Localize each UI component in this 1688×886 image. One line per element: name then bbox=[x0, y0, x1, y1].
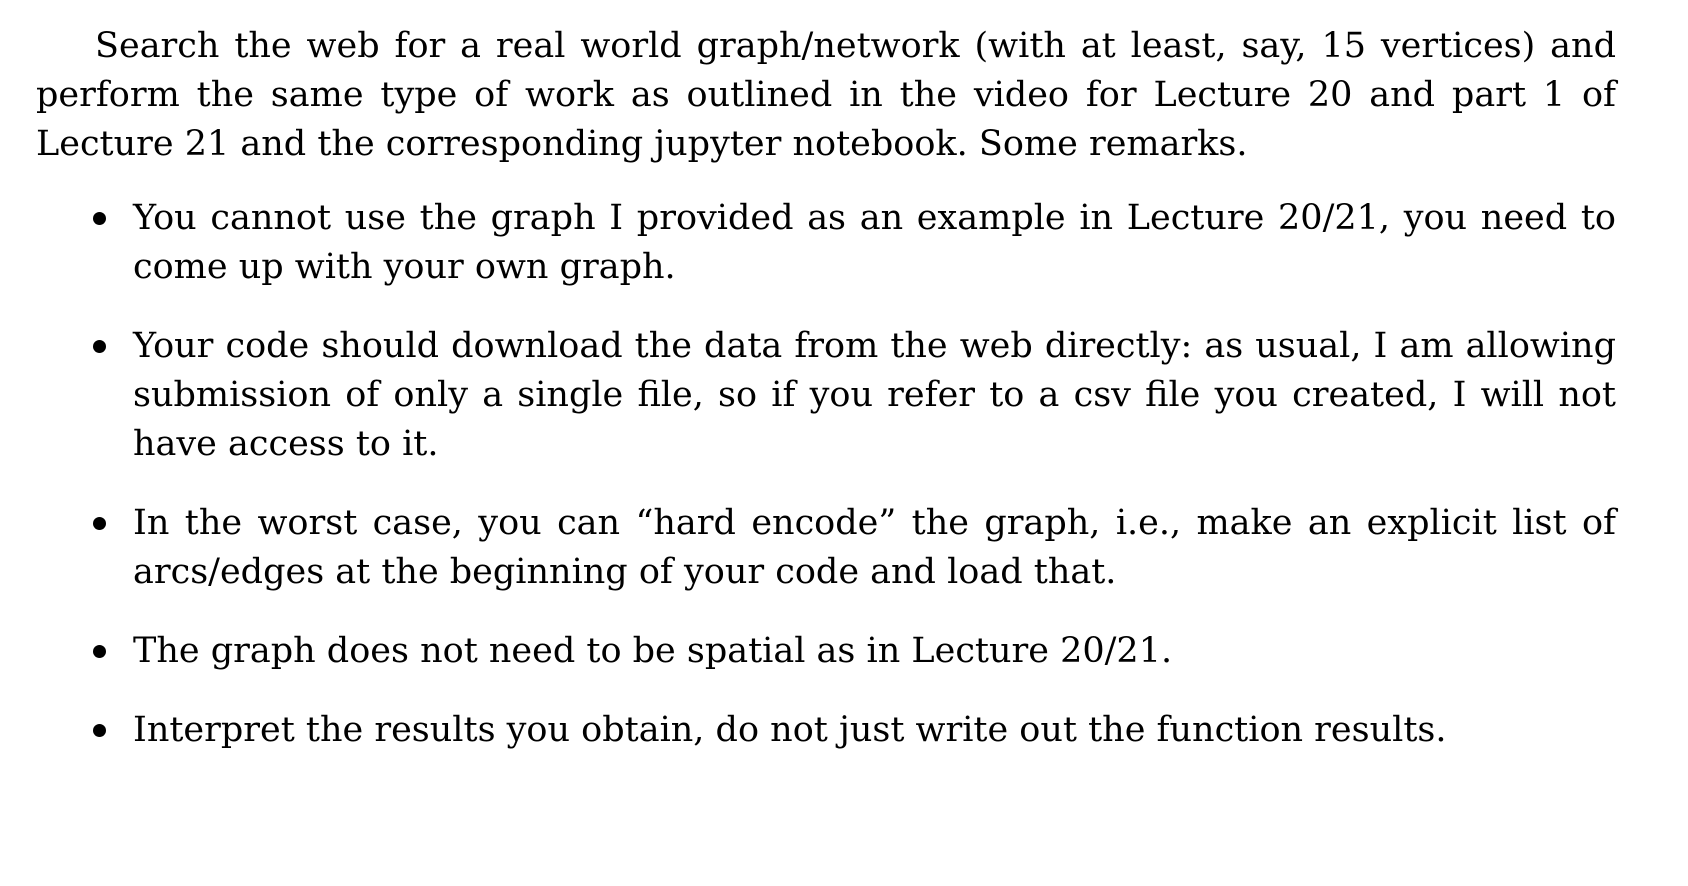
list-item bbox=[36, 706, 1616, 755]
list-item bbox=[36, 194, 1616, 292]
remark-text: Your code should download the data from the web directly: as usual, I am allowing submission of only a single file, so if you refer to a csv file you created, I will not have access to it. bbox=[133, 326, 1616, 464]
bullet-icon bbox=[93, 645, 106, 658]
document-page bbox=[36, 22, 1616, 785]
bullet-icon bbox=[93, 724, 106, 737]
list-item bbox=[36, 322, 1616, 469]
remarks-list bbox=[36, 194, 1616, 755]
intro-paragraph: Search the web for a real world graph/network (with at least, say, 15 vertices) and perform the same type of work as outlined in the video for Lecture 20 and part 1 of Lecture 21 and the corresponding jupyter notebook. Some remarks. bbox=[36, 26, 1616, 164]
bullet-icon bbox=[93, 212, 106, 225]
bullet-icon bbox=[93, 517, 106, 530]
bullet-icon bbox=[93, 340, 106, 353]
list-item bbox=[36, 627, 1616, 676]
remark-text: You cannot use the graph I provided as an example in Lecture 20/21, you need to come up with your own graph. bbox=[133, 198, 1616, 287]
remark-text: Interpret the results you obtain, do not just write out the function results. bbox=[133, 710, 1447, 750]
list-item bbox=[36, 499, 1616, 597]
remark-text: The graph does not need to be spatial as in Lecture 20/21. bbox=[133, 631, 1173, 671]
remark-text: In the worst case, you can “hard encode” the graph, i.e., make an explicit list of arcs/edges at the beginning of your code and load that. bbox=[133, 503, 1616, 592]
